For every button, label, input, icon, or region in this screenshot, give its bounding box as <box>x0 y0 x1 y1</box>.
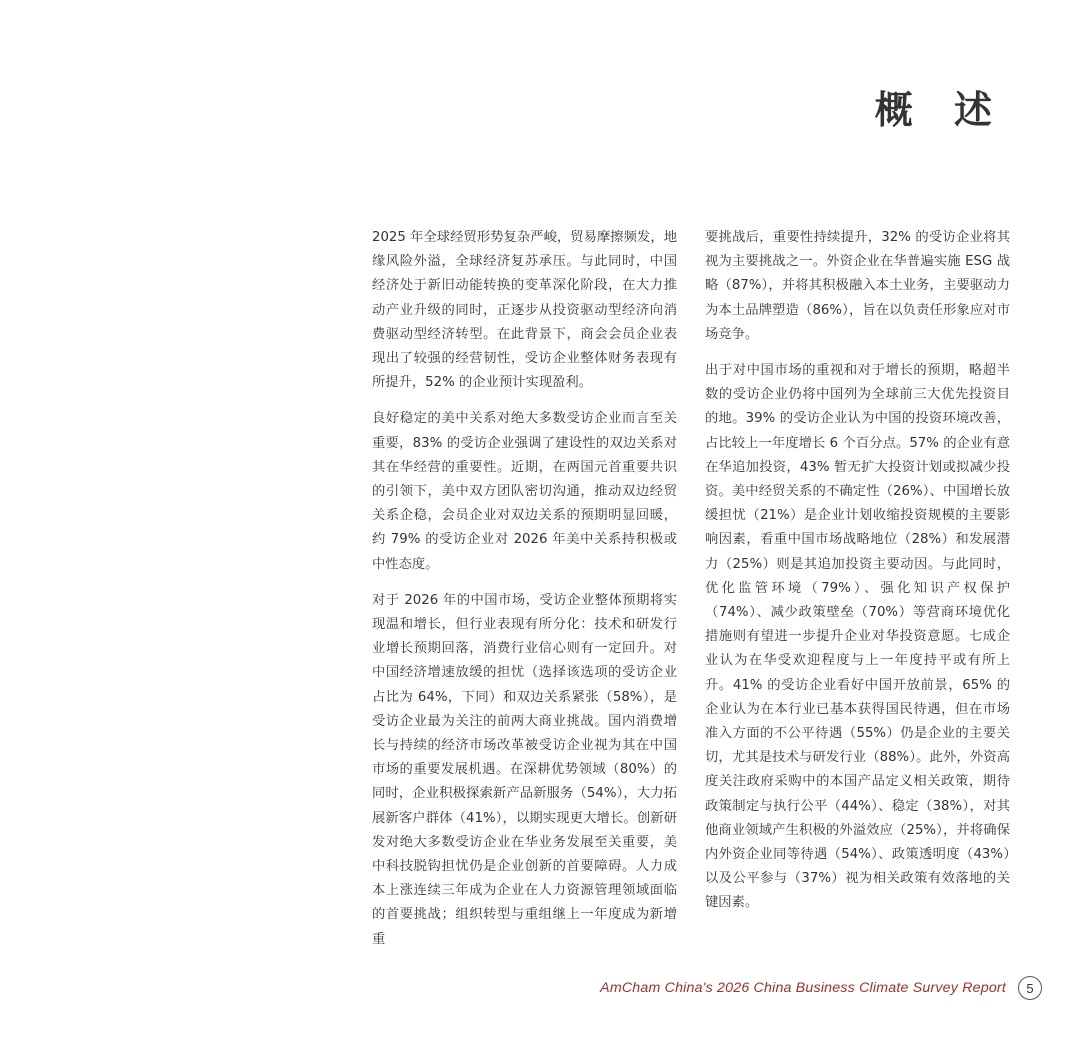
paragraph-market-outlook: 对于 2026 年的中国市场，受访企业整体预期将实现温和增长，但行业表现有所分化：技术和研发行业增长预期回落，消费行业信心则有一定回升。对中国经济增速放缓的担忧（选择该选项的受访企业占比为 64%，下同）和双边关系紧张（58%），是受访企业最为关注的前两大商业挑战。国内消费增长与持续的经济市场改革被受访企业视为其在中国市场的重要发展机遇。在深耕优势领域（80%）的同时，企业积极探索新产品新服务（54%），大力拓展新客户群体（41%），以期实现更大增长。创新研发对绝大多数受访企业在华业务发展至关重要，美中科技脱钩担忧仍是企业创新的首要障碍。人力成本上涨连续三年成为企业在人力资源管理领域面临的首要挑战；组织转型与重组继上一年度成为新增重 <box>372 592 677 947</box>
paragraph-esg-strategy: 要挑战后，重要性持续提升，32% 的受访企业将其视为主要挑战之一。外资企业在华普遍实施 ESG 战略（87%），并将其积极融入本土业务，主要驱动力为本土品牌塑造（86%），旨在以负责任形象应对市场竞争。 <box>705 230 1010 342</box>
report-title: AmCham China's 2026 China Business Climate Survey Report <box>600 980 1006 996</box>
page-footer <box>600 976 1042 1000</box>
right-text-column <box>705 226 1010 928</box>
page-number: 5 <box>1018 976 1042 1000</box>
left-text-column <box>372 226 677 964</box>
paragraph-investment-outlook: 出于对中国市场的重视和对于增长的预期，略超半数的受访企业仍将中国列为全球前三大优先投资目的地。39% 的受访企业认为中国的投资环境改善，占比较上一年度增长 6 个百分点。57% 的企业有意在华追加投资，43% 暂无扩大投资计划或拟减少投资。美中经贸关系的不确定性（26%）、中国增长放缓担忧（21%）是企业计划收缩投资规模的主要影响因素，看重中国市场战略地位（28%）和发展潜力（25%）则是其追加投资主要动因。与此同时，优化监管环境（79%）、强化知识产权保护（74%）、减少政策壁垒（70%）等营商环境优化措施则有望进一步提升企业对华投资意愿。七成企业认为在华受欢迎程度与上一年度持平或有所上升。41% 的受访企业看好中国开放前景，65% 的企业认为在本行业已基本获得国民待遇，但在市场准入方面的不公平待遇（55%）仍是企业的主要关切，尤其是技术与研发行业（88%）。此外，外资高度关注政府采购中的本国产品定义相关政策，期待政策制定与执行公平（44%）、稳定（38%），对其他商业领域产生积极的外溢效应（25%），并将确保内外资企业同等待遇（54%）、政策透明度（43%）以及公平参与（37%）视为相关政策有效落地的关键因素。 <box>705 363 1010 911</box>
page-title: 概 述 <box>874 88 1006 132</box>
paragraph-us-china-relations: 良好稳定的美中关系对绝大多数受访企业而言至关重要，83% 的受访企业强调了建设性的双边关系对其在华经营的重要性。近期，在两国元首重要共识的引领下，美中双方团队密切沟通，推动双边经贸关系企稳，会员企业对双边关系的预期明显回暖，约 79% 的受访企业对 2026 年美中关系持积极或中性态度。 <box>372 411 677 572</box>
paragraph-economic-context: 2025 年全球经贸形势复杂严峻，贸易摩擦频发，地缘风险外溢，全球经济复苏承压。与此同时，中国经济处于新旧动能转换的变革深化阶段，在大力推动产业升级的同时，正逐步从投资驱动型经济向消费驱动型经济转型。在此背景下，商会会员企业表现出了较强的经营韧性，受访企业整体财务表现有所提升，52% 的企业预计实现盈利。 <box>372 230 677 391</box>
